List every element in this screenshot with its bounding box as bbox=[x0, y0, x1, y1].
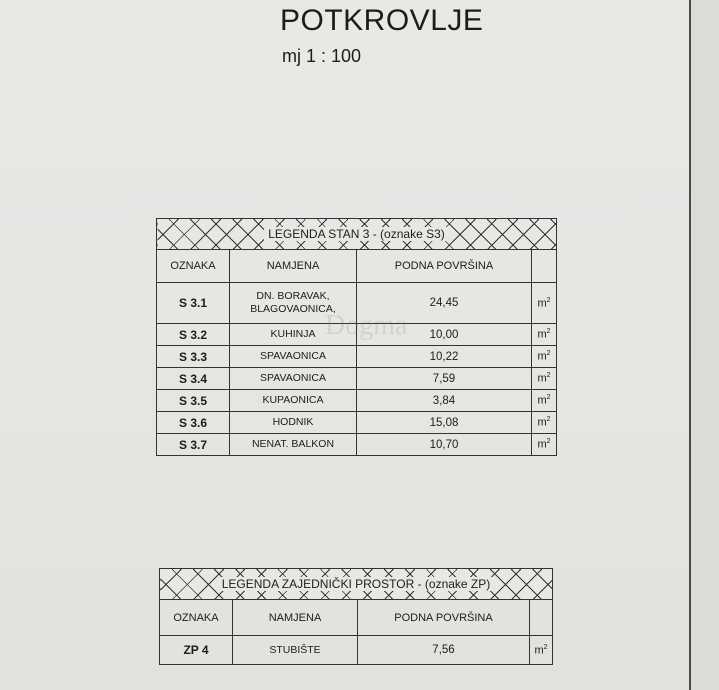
col-namjena: NAMJENA bbox=[230, 250, 357, 283]
col-povrsina: PODNA POVRŠINA bbox=[358, 600, 530, 636]
row-code: ZP 4 bbox=[160, 636, 233, 665]
row-code: S 3.1 bbox=[157, 283, 230, 324]
row-unit: $m^2$ bbox=[532, 283, 557, 324]
row-name: HODNIK bbox=[230, 412, 357, 434]
row-area: 10,70 bbox=[357, 434, 532, 456]
row-unit: $m^2$ bbox=[532, 346, 557, 368]
table-row bbox=[157, 390, 557, 412]
row-unit: $m^2$ bbox=[532, 324, 557, 346]
col-oznaka: OZNAKA bbox=[157, 250, 230, 283]
scale-label: mj 1 : 100 bbox=[282, 46, 362, 66]
row-code: S 3.2 bbox=[157, 324, 230, 346]
table-row bbox=[157, 412, 557, 434]
background-strip bbox=[691, 0, 719, 690]
table-row bbox=[157, 368, 557, 390]
row-code: S 3.5 bbox=[157, 390, 230, 412]
col-unit bbox=[530, 600, 553, 636]
row-area: 10,22 bbox=[357, 346, 532, 368]
legend-zp-table bbox=[159, 568, 553, 665]
row-area: 10,00 bbox=[357, 324, 532, 346]
row-code: S 3.4 bbox=[157, 368, 230, 390]
row-name: KUHINJA bbox=[230, 324, 357, 346]
row-name: NENAT. BALKON bbox=[230, 434, 357, 456]
row-unit: $m^2$ bbox=[532, 434, 557, 456]
page-title: POTKROVLJE bbox=[280, 4, 484, 37]
row-code: S 3.6 bbox=[157, 412, 230, 434]
legend-stan3-title: LEGENDA STAN 3 - (oznake S3) bbox=[157, 219, 557, 250]
row-unit: $m^2$ bbox=[532, 412, 557, 434]
row-name: SPAVAONICA bbox=[230, 368, 357, 390]
legend-zp-header-row bbox=[160, 600, 553, 636]
col-povrsina: PODNA POVRŠINA bbox=[357, 250, 532, 283]
row-code: S 3.3 bbox=[157, 346, 230, 368]
table-row bbox=[157, 434, 557, 456]
row-area: 3,84 bbox=[357, 390, 532, 412]
row-unit: $m^2$ bbox=[530, 636, 553, 665]
row-unit: $m^2$ bbox=[532, 368, 557, 390]
watermark-text: Dogma bbox=[325, 310, 408, 341]
row-unit: $m^2$ bbox=[532, 390, 557, 412]
row-code: S 3.7 bbox=[157, 434, 230, 456]
row-area: 15,08 bbox=[357, 412, 532, 434]
row-area: 7,56 bbox=[358, 636, 530, 665]
col-namjena: NAMJENA bbox=[233, 600, 358, 636]
row-name: DN. BORAVAK, BLAGOVAONICA, bbox=[230, 283, 357, 324]
row-name: SPAVAONICA bbox=[230, 346, 357, 368]
row-area: 7,59 bbox=[357, 368, 532, 390]
row-area: 24,45 bbox=[357, 283, 532, 324]
col-unit bbox=[532, 250, 557, 283]
table-row bbox=[157, 346, 557, 368]
col-oznaka: OZNAKA bbox=[160, 600, 233, 636]
legend-stan3-header-row bbox=[157, 250, 557, 283]
legend-zp-title: LEGENDA ZAJEDNIČKI PROSTOR - (oznake ZP) bbox=[160, 569, 553, 600]
row-name: KUPAONICA bbox=[230, 390, 357, 412]
table-row bbox=[160, 636, 553, 665]
row-name: STUBIŠTE bbox=[233, 636, 358, 665]
